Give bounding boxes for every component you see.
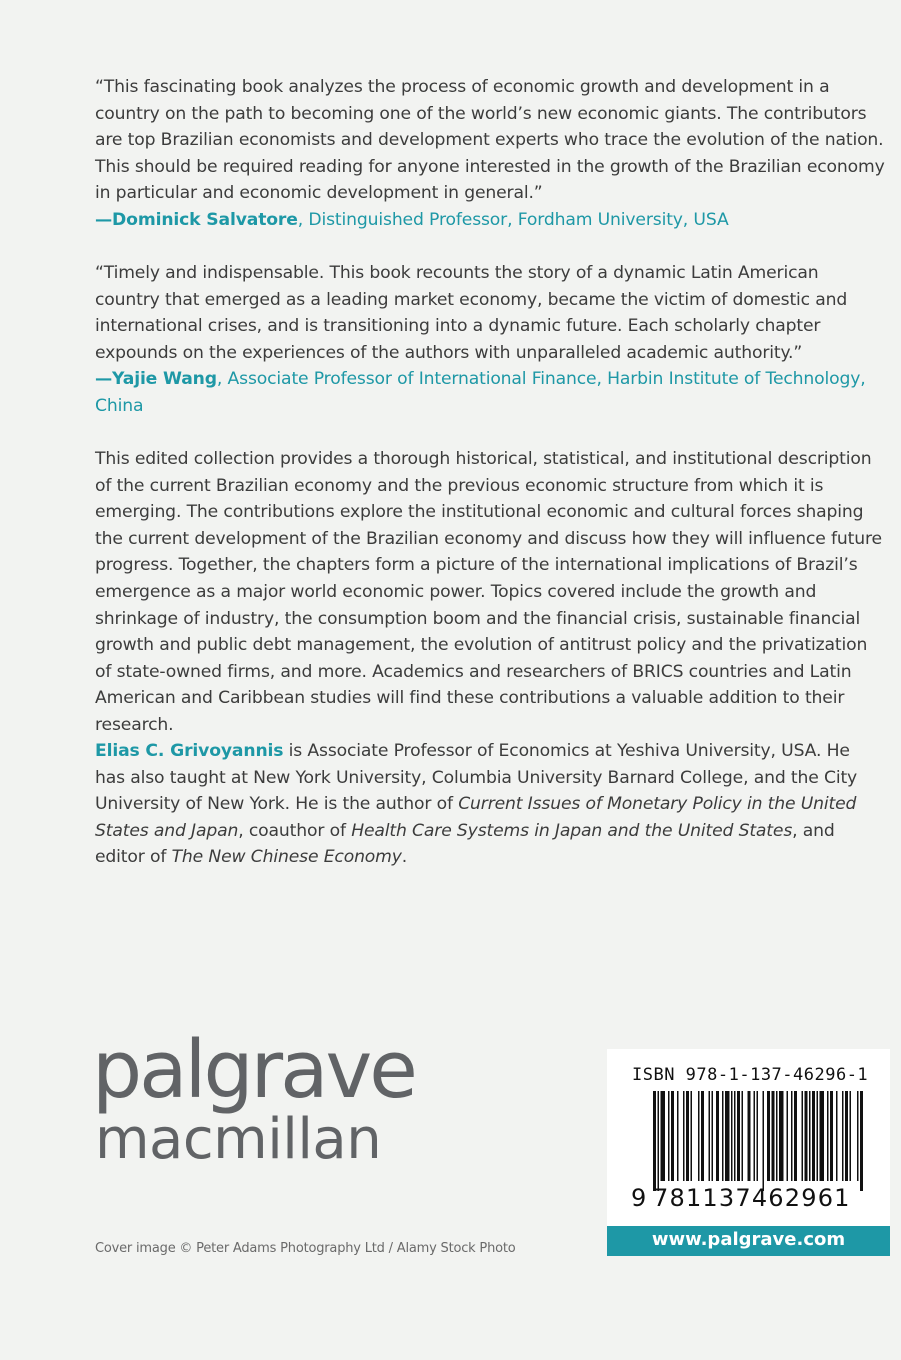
barcode-bar (701, 1091, 704, 1181)
barcode-bar (836, 1091, 838, 1181)
cover-image-credit: Cover image © Peter Adams Photography Ltd / Alamy Stock Photo (95, 1241, 516, 1256)
review-1-author: —Dominick Salvatore (95, 209, 298, 230)
barcode-bar (791, 1091, 793, 1181)
barcode-bar (658, 1091, 660, 1191)
isbn-label: ISBN 978-1-137-46296-1 (632, 1065, 869, 1085)
review-2 (95, 260, 885, 420)
barcode-bar (857, 1091, 859, 1181)
author-bio-text-3: , and editor of (95, 820, 835, 868)
author-bio-text-2: , coauthor of (238, 820, 352, 841)
barcode-bar (716, 1091, 719, 1181)
publisher-url[interactable]: www.palgrave.com (607, 1226, 890, 1256)
publisher-logo-line-1: palgrave (92, 1024, 415, 1116)
barcode-bar (709, 1091, 711, 1181)
review-1 (95, 74, 885, 234)
barcode-bar (817, 1091, 819, 1181)
barcode-bar (827, 1091, 829, 1181)
author-name: Elias C. Grivoyannis (95, 741, 284, 761)
barcode-bar (668, 1091, 670, 1181)
barcode-bar (809, 1091, 811, 1181)
barcode-bar (850, 1091, 852, 1181)
author-book-2: Health Care Systems in Japan and the United States (351, 820, 793, 841)
barcode-bar (860, 1091, 863, 1191)
author-book-1: Current Issues of Monetary Policy in the United States and Japan (95, 794, 857, 841)
author-bio (95, 738, 885, 871)
book-description: This edited collection provides a thorough historical, statistical, and institutional description of the current Brazilian economy and the previous economic structure from which it is emerging. The contributions explore the institutional economic and cultural forces shaping the current development of the Brazilian economy and discuss how they will influence future progress. Together, the chapters form a picture of the international implications of Brazil’s emergence as a major world economic power. Topics covered include the growth and shrinkage of industry, the consumption boom and the financial crisis, sustainable financial growth and public debt management, the evolution of antitrust policy and the privatization of state-owned firms, and more. Academics and researchers of BRICS countries and Latin American and Caribbean studies will find these contributions a valuable addition to their research. (95, 449, 882, 735)
barcode-bar (737, 1091, 740, 1181)
author-book-3: The New Chinese Economy (171, 847, 402, 868)
barcode-bar (842, 1091, 844, 1181)
barcode-bar (820, 1091, 825, 1181)
review-2-affiliation: , Associate Professor of International Finance, Harbin Institute of Technology, China (95, 369, 866, 416)
publisher-logo (92, 1024, 415, 1172)
barcode-bar (725, 1091, 730, 1181)
barcode-digit-first: 9 (631, 1184, 648, 1212)
publisher-logo-line-2: macmillan (95, 1107, 382, 1172)
barcode-bar (671, 1091, 674, 1181)
barcode-bar (779, 1091, 784, 1181)
barcode-digits: 781137462961 (653, 1184, 851, 1212)
barcode-bar (802, 1091, 804, 1181)
barcode-bar (712, 1091, 714, 1181)
barcode-bar (691, 1091, 693, 1181)
barcode-bar (653, 1091, 656, 1191)
barcode-bar (845, 1091, 848, 1181)
barcode-bar (731, 1091, 733, 1181)
barcode-bar (830, 1091, 833, 1181)
barcode-bar (734, 1091, 736, 1181)
review-2-quote: “Timely and indispensable. This book recounts the story of a dynamic Latin American country that emerged as a leading market economy, became the victim of domestic and international crises, and is transitioning into a dynamic future. Each scholarly chapter expounds on the experiences of the authors with unparalleled academic authority.” (95, 263, 848, 363)
barcode-bar (698, 1091, 700, 1181)
barcode-bar (805, 1091, 808, 1181)
barcode-bar (812, 1091, 815, 1181)
isbn-barcode (607, 1049, 890, 1226)
barcode-bar (794, 1091, 797, 1181)
author-bio-text-1: is Associate Professor of Economics at Yeshiva University, USA. He has also taught at New York University, Columbia University Barnard College, and the City University of New York. He is the author of (95, 741, 858, 815)
barcode-bar (677, 1091, 679, 1181)
barcode-bar (742, 1091, 744, 1181)
barcode-bar (722, 1091, 724, 1181)
barcode-bar (787, 1091, 789, 1181)
barcode-bar (767, 1091, 770, 1181)
review-1-affiliation: , Distinguished Professor, Fordham University, USA (297, 209, 729, 230)
barcode-bar (776, 1091, 778, 1181)
barcode-bar (757, 1091, 759, 1181)
barcode-bar (772, 1091, 775, 1181)
barcode-bar (661, 1091, 666, 1181)
review-1-quote: “This fascinating book analyzes the process of economic growth and development in a country on the path to becoming one of the world’s new economic giants. The contributors are top Brazilian economists and development experts who trace the evolution of the nation. This should be required reading for anyone interested in the growth of the Brazilian economy in particular and economic development in general.” (95, 77, 885, 204)
review-2-author: —Yajie Wang (95, 369, 217, 390)
barcode-bar (763, 1091, 765, 1191)
barcode-bar (754, 1091, 756, 1181)
barcode-bar (686, 1091, 689, 1181)
author-bio-text-4: . (401, 847, 408, 868)
barcode-bar (683, 1091, 685, 1181)
barcode-bar (748, 1091, 751, 1181)
